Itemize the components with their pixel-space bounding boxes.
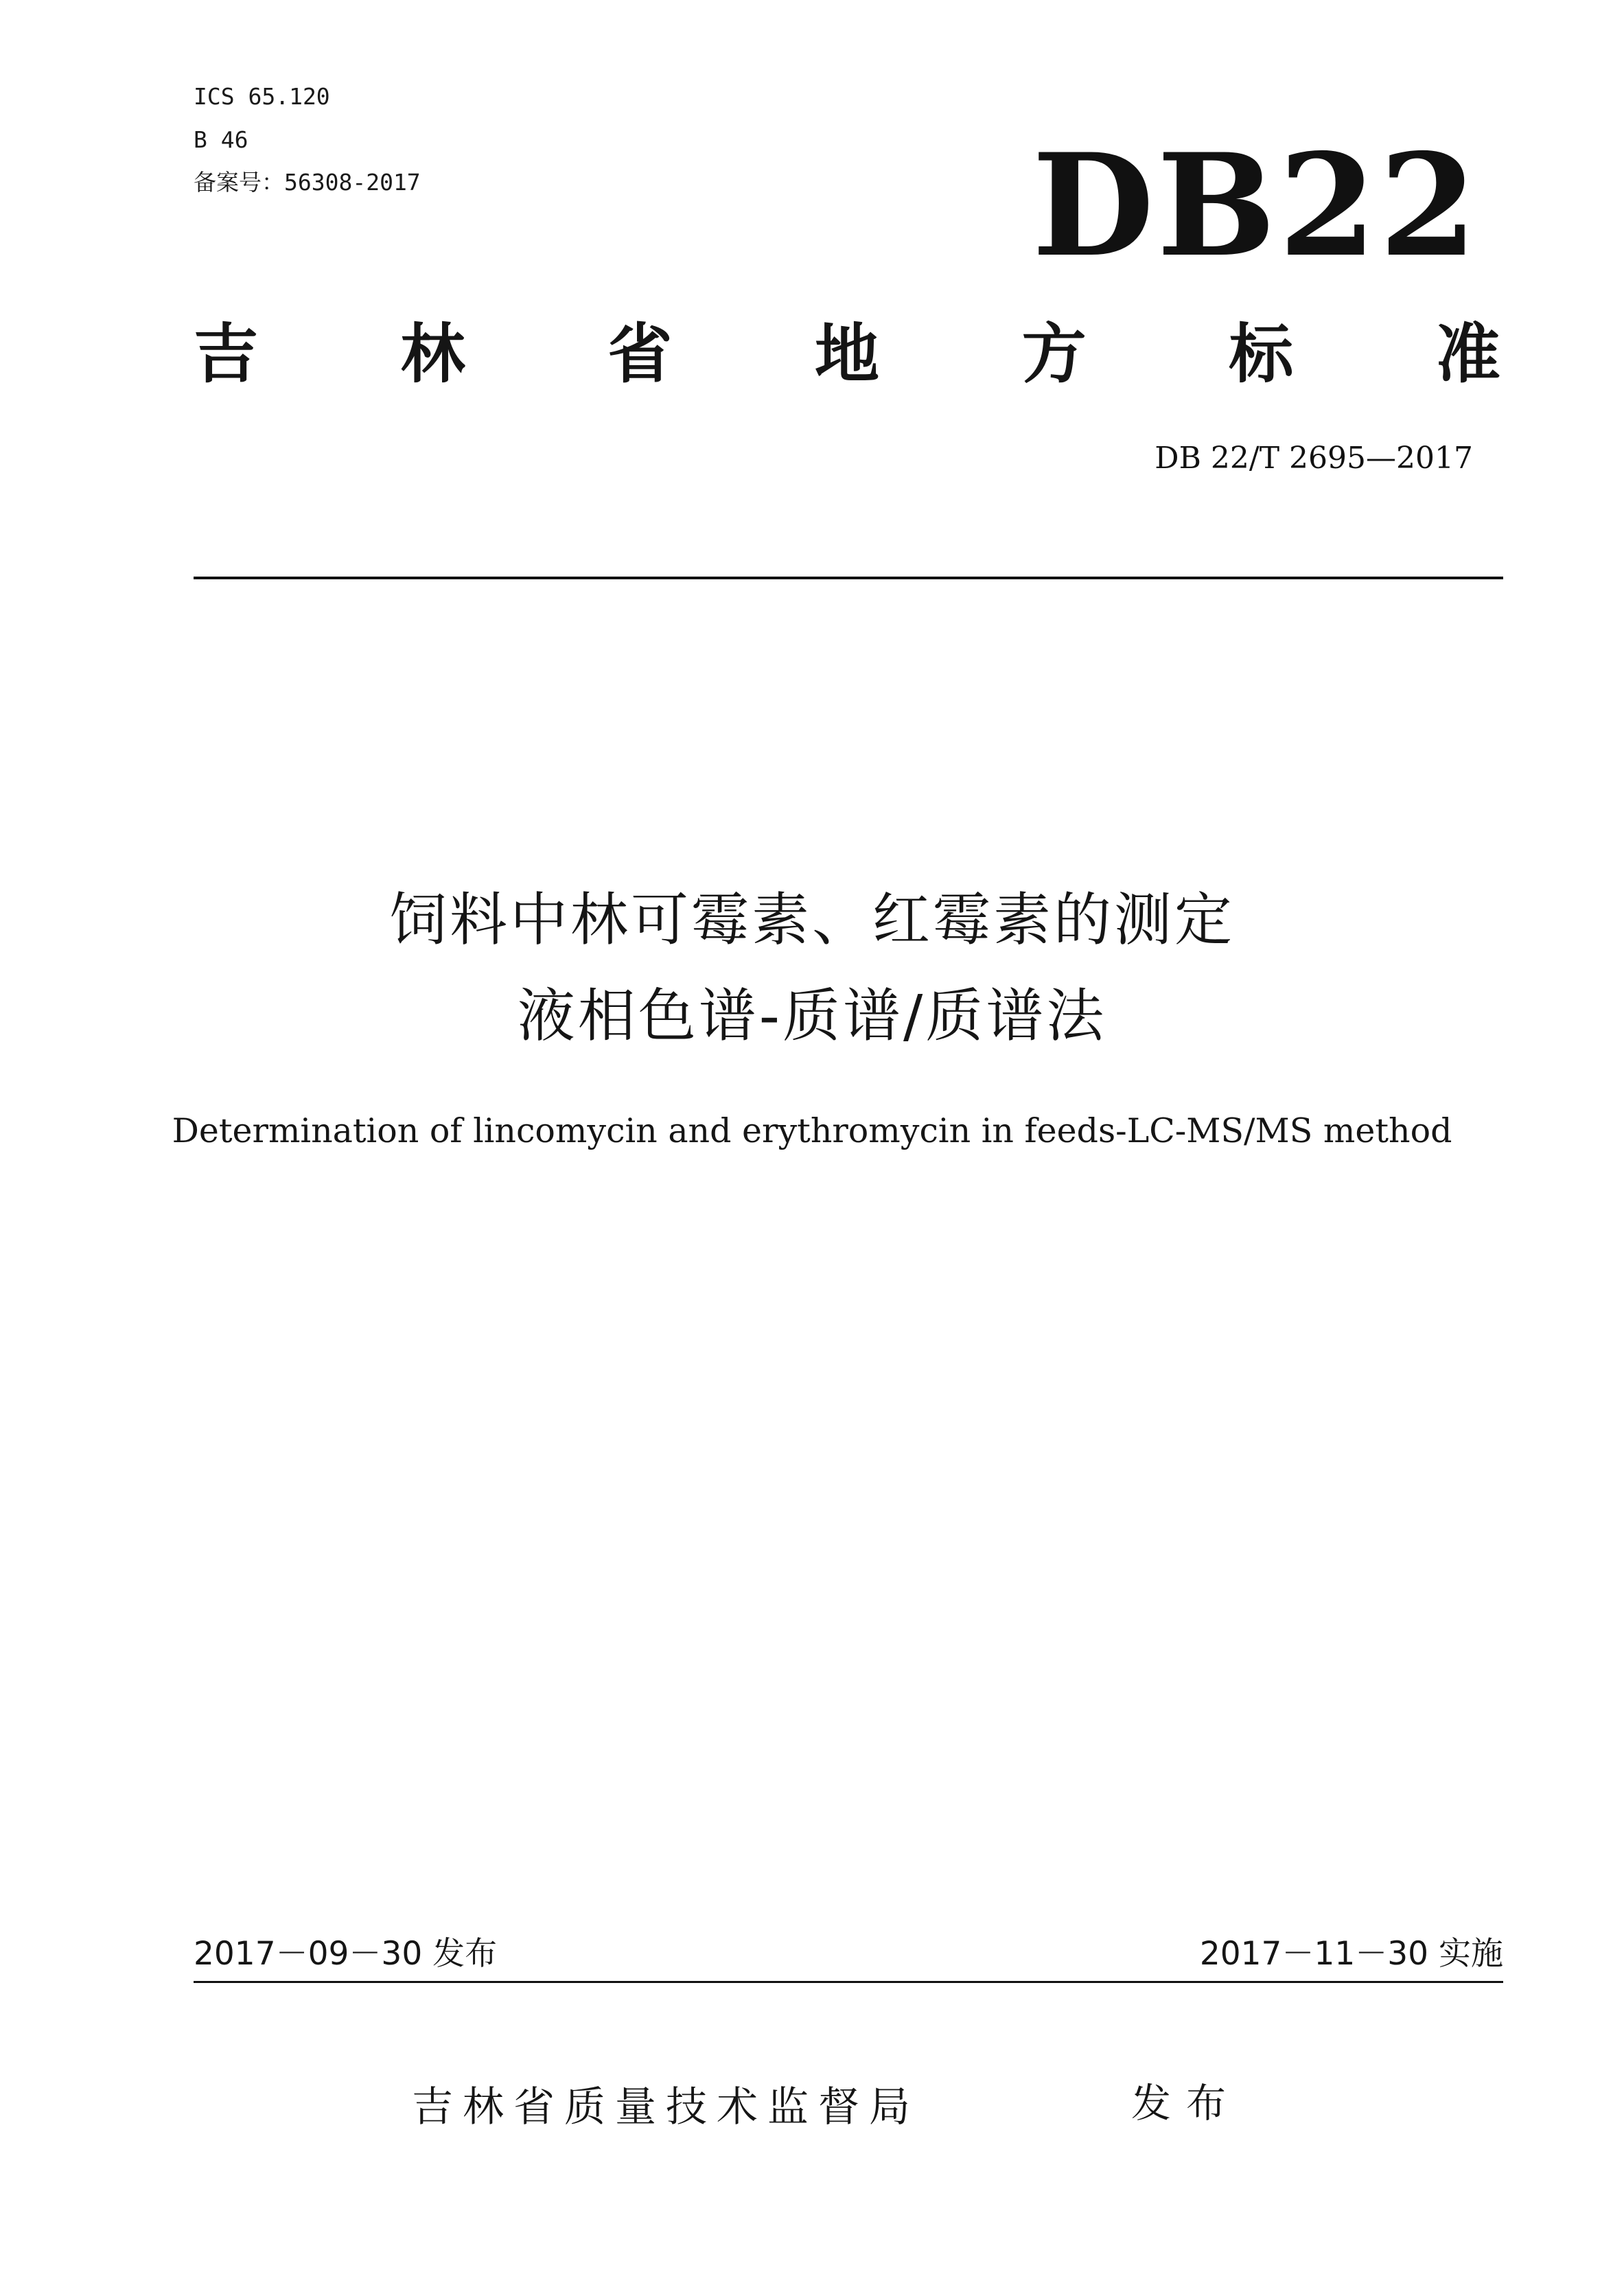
chinese-title-line-2: 液相色谱-质谱/质谱法 — [517, 982, 1107, 1050]
heading-char: 方 — [1021, 317, 1087, 392]
heading-char: 林 — [400, 317, 465, 392]
chinese-title-line-1: 饲料中林可霉素、红霉素的测定 — [388, 886, 1235, 953]
filing-number: 备案号：56308-2017 — [194, 169, 421, 196]
ccs-code: B 46 — [194, 126, 248, 153]
english-title: Determination of lincomycin and erythromycin in feeds-LC-MS/MS method — [172, 1111, 1452, 1150]
implementation-date: 2017－11－30 实施 — [1199, 1935, 1503, 1973]
issue-date: 2017－09－30 发布 — [194, 1935, 498, 1973]
heading-char: 吉 — [194, 317, 259, 392]
db-mark: DB22 — [1032, 124, 1480, 288]
standard-number: DB 22/T 2695—2017 — [1155, 441, 1473, 476]
ics-code: ICS 65.120 — [194, 83, 330, 110]
heading-char: 省 — [607, 317, 673, 392]
heading-char: 准 — [1435, 317, 1500, 392]
heading-char: 标 — [1229, 317, 1294, 392]
header-divider — [194, 577, 1503, 579]
issuing-authority: 吉林省质量技术监督局 — [412, 2083, 920, 2131]
standard-heading — [194, 317, 1500, 393]
date-divider — [194, 1981, 1503, 1983]
heading-char: 地 — [814, 317, 879, 392]
issue-label: 发布 — [1131, 2080, 1242, 2126]
